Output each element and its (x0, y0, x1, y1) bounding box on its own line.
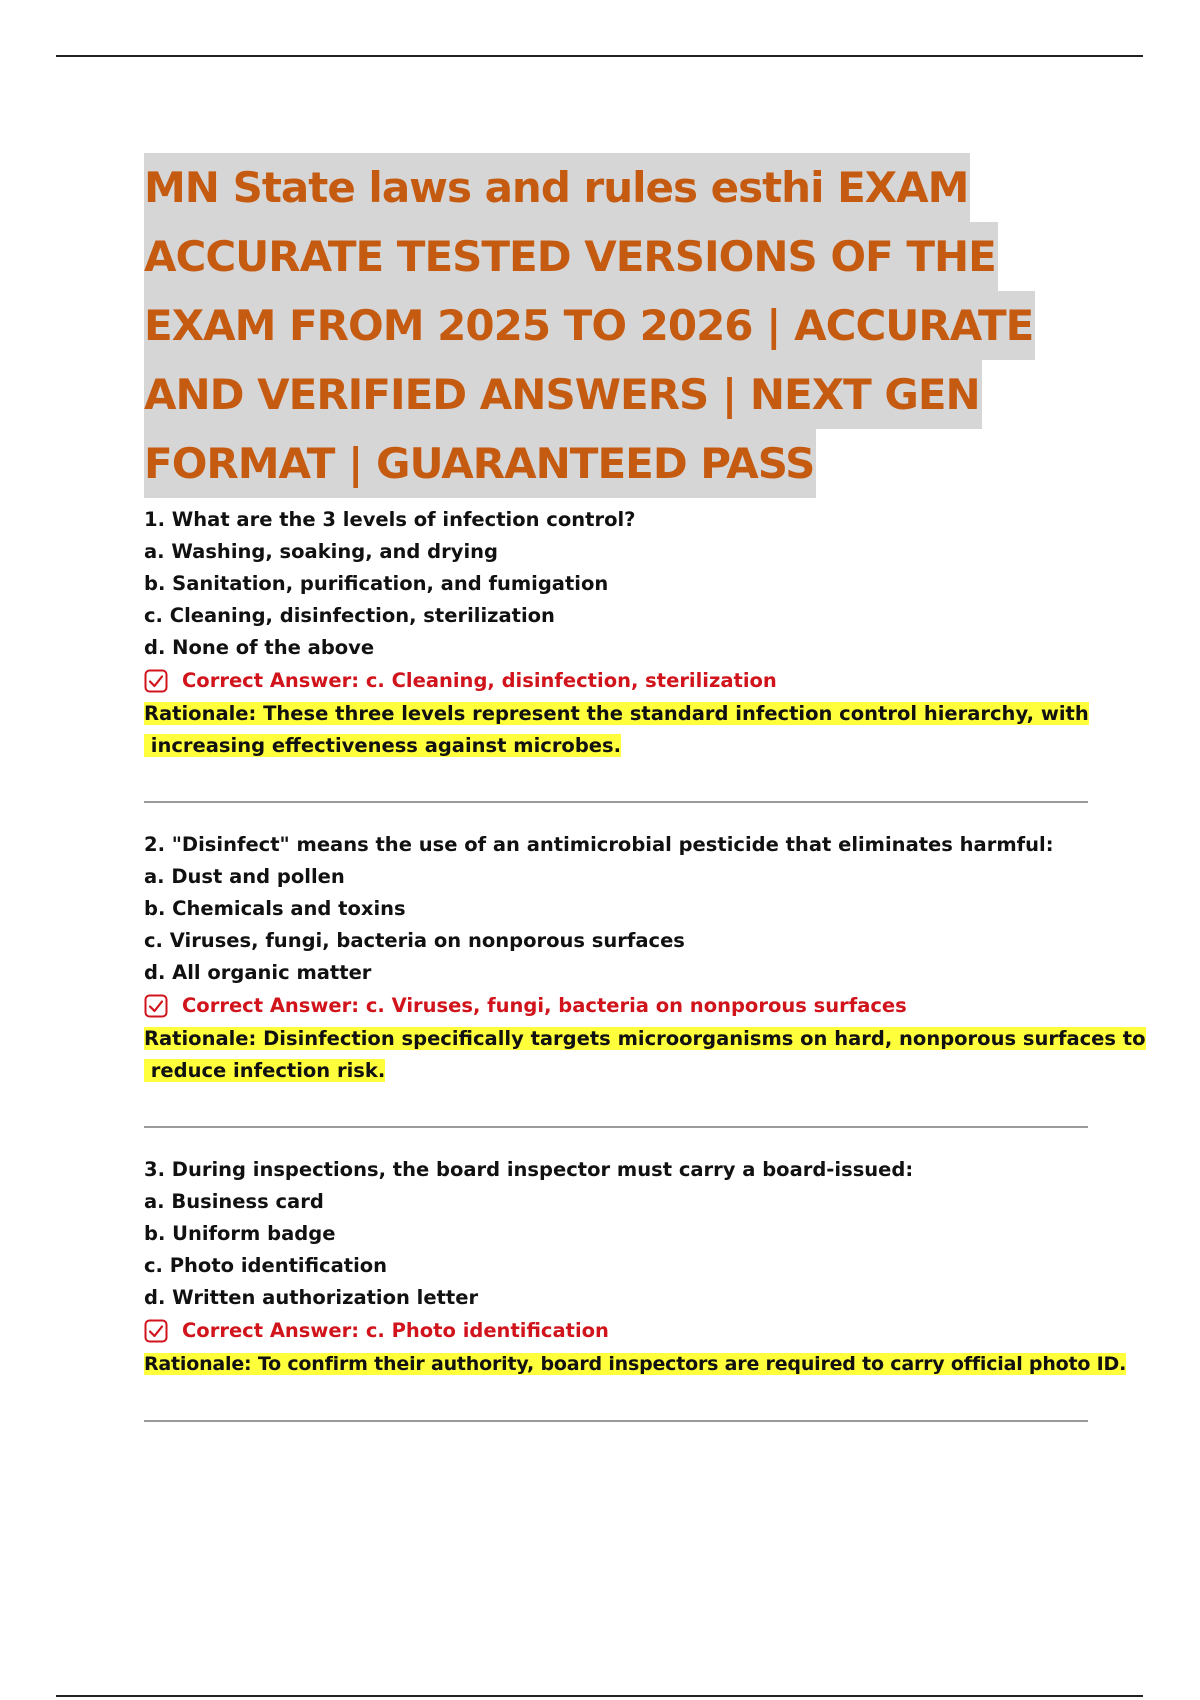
correct-answer (144, 664, 1094, 698)
rationale (144, 1348, 1127, 1380)
section-divider (144, 1126, 1088, 1128)
option-d: d. All organic matter (144, 961, 372, 984)
option-c: c. Photo identification (144, 1254, 388, 1277)
option-b: b. Chemicals and toxins (144, 897, 406, 920)
rationale (144, 698, 1094, 762)
checkbox-check-icon (144, 1319, 168, 1343)
section-divider (144, 1420, 1088, 1422)
page-content (144, 153, 1146, 1422)
correct-answer-text: Correct Answer: c. Photo identification (182, 1319, 609, 1342)
rationale-line: Rationale: To confirm their authority, board inspectors are required to carry official photo ID. (144, 1353, 1127, 1375)
question-block-2 (144, 829, 1146, 1087)
option-c: c. Viruses, fungi, bacteria on nonporous surfaces (144, 929, 685, 952)
rationale-line: Rationale: Disinfection specifically targets microorganisms on hard, nonporous surfaces to (144, 1027, 1146, 1050)
checkbox-check-icon (144, 994, 168, 1018)
correct-answer (144, 989, 1094, 1023)
option-b: b. Uniform badge (144, 1222, 336, 1245)
title-line: AND VERIFIED ANSWERS | NEXT GEN (144, 360, 982, 429)
title-line: EXAM FROM 2025 TO 2026 | ACCURATE (144, 291, 1035, 360)
correct-answer-text: Correct Answer: c. Cleaning, disinfection, sterilization (182, 669, 777, 692)
correct-answer (144, 1314, 1094, 1348)
question-block-3 (144, 1154, 1127, 1380)
question-block-1 (144, 504, 1094, 762)
option-b: b. Sanitation, purification, and fumigation (144, 572, 609, 595)
page-top-rule (56, 55, 1143, 57)
section-divider (144, 801, 1088, 803)
option-c: c. Cleaning, disinfection, sterilization (144, 604, 555, 627)
question-text: 3. During inspections, the board inspector must carry a board-issued: (144, 1158, 914, 1181)
option-a: a. Washing, soaking, and drying (144, 540, 498, 563)
question-text: 2. "Disinfect" means the use of an antimicrobial pesticide that eliminates harmful: (144, 833, 1054, 856)
rationale (144, 1023, 1146, 1087)
page-bottom-rule (56, 1695, 1143, 1697)
option-a: a. Dust and pollen (144, 865, 345, 888)
document-title (144, 153, 1034, 498)
option-d: d. Written authorization letter (144, 1286, 479, 1309)
correct-answer-text: Correct Answer: c. Viruses, fungi, bacteria on nonporous surfaces (182, 994, 907, 1017)
option-d: d. None of the above (144, 636, 375, 659)
question-text: 1. What are the 3 levels of infection control? (144, 508, 636, 531)
title-line: MN State laws and rules esthi EXAM (144, 153, 970, 222)
title-line: ACCURATE TESTED VERSIONS OF THE (144, 222, 998, 291)
rationale-line: Rationale: These three levels represent the standard infection control hierarchy, with (144, 702, 1089, 725)
checkbox-check-icon (144, 669, 168, 693)
rationale-line: reduce infection risk. (144, 1059, 386, 1082)
title-line: FORMAT | GUARANTEED PASS (144, 429, 816, 498)
option-a: a. Business card (144, 1190, 324, 1213)
rationale-line: increasing effectiveness against microbes. (144, 734, 622, 757)
